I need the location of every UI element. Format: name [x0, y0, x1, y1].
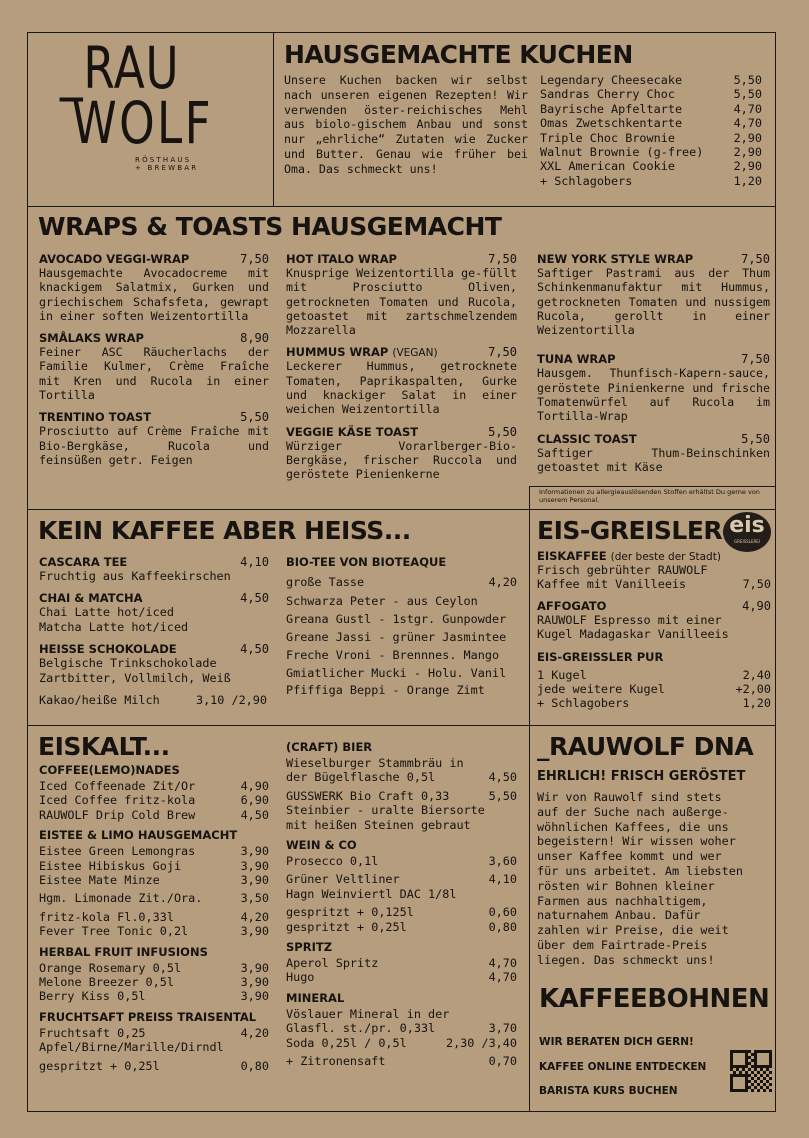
- drink-group-title: (CRAFT) BIER: [286, 740, 373, 754]
- kuchen-item: [540, 116, 762, 130]
- dna-line: Farmen aus nachhaltigem,: [537, 893, 708, 908]
- drink-row: [39, 975, 269, 989]
- dna-line: wöhnlichen Kaffees, die uns: [537, 819, 729, 834]
- brand-sub1: RÖSTHAUS: [135, 156, 192, 164]
- tea-row: Freche Vroni - Brennnes. Mango: [286, 647, 500, 662]
- wrap-desc: Knusprige Weizentortilla ge-füllt mit Prosciutto Oliven, getrockneten Tomaten und Rucola, getoastet mit zartschmelzendem Mozzarella: [286, 266, 517, 338]
- wrap-desc: Hausgemachte Avocadocreme mit knackigem Salatmix, Gurken und griechischem Schafsfeta, gewrapt in einer soften Weizentortilla: [39, 266, 269, 323]
- item-price: 4,10: [488, 872, 517, 887]
- wrap-name-text: HOT ITALO WRAP: [286, 252, 397, 266]
- tea-row: Schwarza Peter - aus Ceylon: [286, 594, 478, 609]
- dna-line: Wir von Rauwolf sind stets: [537, 790, 722, 804]
- wrap-name-text: TUNA WRAP: [537, 352, 616, 367]
- bohnen-line: WIR BERATEN DICH GERN!: [539, 1036, 694, 1048]
- wrap-header: [537, 252, 770, 266]
- eis-title: EIS-GREISLER: [537, 516, 723, 545]
- item-price: 0,80: [488, 919, 517, 934]
- drink-row: [286, 872, 517, 886]
- item-price: 6,90: [240, 793, 269, 808]
- dna-section: [537, 734, 771, 968]
- wrap-header: [39, 410, 269, 424]
- heiss-header: [39, 642, 269, 656]
- drink-row: [286, 905, 517, 919]
- brand-line1: _RAU: [60, 34, 180, 102]
- wraps-section: [38, 214, 770, 239]
- wrap-name-text: TRENTINO TOAST: [39, 410, 152, 425]
- wrap-name-text: AVOCADO VEGGI-WRAP: [39, 252, 190, 266]
- kuchen-item: [540, 174, 762, 188]
- wrap-desc: Feiner ASC Räucherlachs der Familie Kulmer, Crème Fraîche mit Kren und Rucola in einer Tortilla: [39, 345, 269, 403]
- item-name: + Schlagobers: [540, 173, 633, 188]
- item-name: Soda 0,25l / 0,5l: [286, 1035, 407, 1050]
- wrap-price: 8,90: [240, 331, 269, 346]
- dna-line: über dem Fairtrade-Preis: [537, 937, 708, 952]
- divider: [27, 725, 776, 726]
- drink-row: [39, 924, 269, 938]
- wrap-price: 5,50: [488, 424, 517, 439]
- eis-pur-row: [537, 682, 771, 696]
- wrap-header: [286, 345, 517, 359]
- kuchen-intro: Unsere Kuchen backen wir selbst nach unseren eigenen Rezepten! Wir verwenden öster-reichisches Mehl aus biolo-gischem Anbau und sonst nur „ehrliche“ Zutaten wie Zucker und Butter. Genau wie früher bei Oma. Das schmeckt uns!: [284, 73, 528, 176]
- wrap-desc: Würziger Vorarlberger-Bio-Bergkäse, frischer Ruccola und geröstete Pienienkerne: [286, 438, 517, 482]
- bohnen-line[interactable]: KAFFEE ONLINE ENTDECKEN: [539, 1060, 707, 1073]
- wrap-price: 5,50: [741, 431, 770, 446]
- heiss-header: [39, 555, 269, 569]
- drink-row: [39, 1040, 269, 1054]
- drink-row: [286, 756, 517, 770]
- item-name: Iced Coffeenade Zit/Or: [39, 779, 196, 793]
- heiss-name: HEISSE SCHOKOLADE: [39, 642, 177, 657]
- item-name: RAUWOLF Drip Cold Brew: [39, 807, 196, 822]
- item-name: jede weitere Kugel: [537, 682, 665, 697]
- item-name: GUSSWERK Bio Craft 0,33: [286, 788, 450, 803]
- item-price: 2,90: [733, 159, 762, 174]
- eis-logo-sub: GREISSLEREI: [734, 539, 760, 544]
- heiss-item: [39, 642, 269, 685]
- bohnen-title: KAFFEEBOHNEN: [539, 984, 770, 1014]
- brand-sub2: + BREWBAR: [135, 164, 199, 172]
- item-name: Legendary Cheesecake: [540, 73, 683, 87]
- eis-logo-text: eis: [729, 513, 765, 538]
- item-name: Omas Zwetschkentarte: [540, 116, 683, 131]
- item-name: Berry Kiss 0,5l: [39, 989, 146, 1004]
- drink-row: [39, 989, 269, 1003]
- heiss-column: [39, 555, 269, 707]
- drink-row: [39, 891, 269, 905]
- item-name: XXL American Cookie: [540, 159, 675, 174]
- drink-group-title: FRUCHTSAFT PREISS TRAISENTAL: [39, 1009, 257, 1024]
- dna-line: begeistern! Wir wissen woher: [537, 834, 736, 849]
- item-name: Hugo: [286, 970, 315, 985]
- drink-row: [286, 770, 517, 784]
- drink-group-title: HERBAL FRUIT INFUSIONS: [39, 944, 208, 959]
- heiss-item: [39, 591, 269, 634]
- item-name: Aperol Spritz: [286, 956, 379, 971]
- heiss-name: CHAI & MATCHA: [39, 591, 143, 606]
- wrap-desc: Saftiger Pastrami aus der Thum Schinkenmanufaktur mit Hummus, getrockneten Tomaten und nussigem Rucola, gerollt in einer Weizentortilla: [537, 266, 770, 338]
- wrap-name: [537, 252, 693, 266]
- drink-row: [39, 1059, 269, 1073]
- kuchen-item: [540, 102, 762, 116]
- divider: [27, 509, 776, 510]
- item-name: gespritzt + 0,25l: [286, 919, 407, 934]
- item-name: Eistee Green Lemongras: [39, 844, 196, 859]
- drink-row: [39, 859, 269, 873]
- affogato-line: Kugel Madagaskar Vanilleeis: [537, 627, 729, 642]
- item-name: Hagn Weinviertl DAC 1/8l: [286, 886, 457, 901]
- eis-section: [537, 513, 771, 711]
- wraps-column: [286, 252, 517, 490]
- drink-row: [286, 1054, 517, 1068]
- item-name: gespritzt + 0,25l: [39, 1058, 160, 1073]
- item-price: 4,20: [240, 1025, 269, 1040]
- dna-line: naturnahem Anbau. Dafür: [537, 908, 701, 923]
- eis-pur-row: [537, 696, 771, 710]
- drink-row: [286, 956, 517, 970]
- item-name: + Zitronensaft: [286, 1054, 386, 1069]
- drink-row: [39, 873, 269, 887]
- wrap-price: 7,50: [488, 252, 517, 266]
- eis-logo: [723, 512, 771, 552]
- dna-line: liegen. Das schmeckt uns!: [537, 952, 715, 967]
- heiss-title: KEIN KAFFEE ABER HEISS...: [38, 516, 411, 545]
- heiss-line: Zartbitter, Vollmilch, Weiß: [39, 670, 231, 685]
- drink-row: [39, 793, 269, 807]
- divider: [273, 32, 274, 206]
- heiss-item: [39, 555, 269, 583]
- heiss-name: CASCARA TEE: [39, 555, 128, 569]
- item-name: mit heißen Steinen gebraut: [286, 817, 471, 832]
- item-price: 2,90: [733, 145, 762, 160]
- eiskaffee-name: EISKAFFEE (der beste der Stadt): [537, 549, 721, 563]
- item-price: 3,90: [240, 858, 269, 873]
- wrap-tag: (VEGAN): [392, 347, 438, 360]
- item-price: 3,90: [240, 989, 269, 1004]
- wrap-header: [39, 252, 269, 266]
- kuchen-title: HAUSGEMACHTE KUCHEN: [284, 40, 633, 69]
- allergen-note: Informationen zu allergieauslösenden Stoffen erhältst Du gerne von unserem Personal.: [539, 488, 760, 504]
- item-name: gespritzt + 0,125l: [286, 905, 414, 920]
- tea-row: Gmiatlicher Mucki - Holu. Vanil: [286, 665, 507, 680]
- drink-group-title: COFFEE(LEMO)NADES: [39, 763, 180, 777]
- item-name: fritz-kola Fl.0,33l: [39, 909, 174, 924]
- item-name: Sandras Cherry Choc: [540, 87, 675, 102]
- drink-row: [286, 789, 517, 803]
- item-price: 4,90: [240, 779, 269, 793]
- wrap-header: [537, 432, 770, 446]
- wrap-desc: Hausgem. Thunfisch-Kapern-sauce, geröstete Pinienkerne und frische Tomatenwürfel auf Rucola im Tortilla-Wrap: [537, 366, 770, 424]
- item-price: 4,70: [488, 956, 517, 971]
- item-name: Vöslauer Mineral in der: [286, 1006, 450, 1021]
- item-price: 3,50: [240, 891, 269, 906]
- item-price: 1,20: [742, 696, 771, 711]
- item-price: 4,50: [240, 807, 269, 822]
- heiss-section: [38, 518, 518, 543]
- item-price: 5,50: [733, 73, 762, 87]
- brand-logo: [60, 34, 260, 202]
- drink-row: [286, 1007, 517, 1021]
- wrap-name-text: HUMMUS WRAP: [286, 345, 389, 360]
- dna-text: [537, 790, 771, 968]
- divider: [529, 486, 776, 487]
- heiss-line: Belgische Trinkschokolade: [39, 656, 217, 671]
- drink-row: [286, 920, 517, 934]
- drink-group-title: EISTEE & LIMO HAUSGEMACHT: [39, 828, 238, 843]
- item-name: Triple Choc Brownie: [540, 130, 675, 145]
- eiskalt-column: [39, 763, 269, 1073]
- wrap-price: 7,50: [741, 352, 770, 367]
- drink-row: [39, 808, 269, 822]
- wrap-header: [39, 331, 269, 345]
- item-price: 3,90: [240, 924, 269, 939]
- item-price: 5,50: [488, 788, 517, 803]
- item-price: 4,70: [488, 970, 517, 985]
- item-price: 4,70: [733, 116, 762, 131]
- item-price: 3,90: [240, 975, 269, 990]
- wrap-header: [537, 352, 770, 366]
- affogato-line: RAUWOLF Espresso mit einer: [537, 612, 722, 627]
- dna-line: auf der Suche nach außerge-: [537, 804, 729, 819]
- tea-row: Greane Jassi - grüner Jasmintee: [286, 630, 507, 644]
- item-name: Eistee Hibiskus Goji: [39, 858, 182, 873]
- dna-line: unser Kaffee kommt und wer: [537, 849, 722, 864]
- getraenke-column: [286, 740, 517, 1069]
- item-name: Grüner Veltliner: [286, 872, 400, 887]
- item-name: 1 Kugel: [537, 667, 587, 682]
- item-price: 3,60: [488, 854, 517, 869]
- dna-line: zahlen wir Preise, die weit: [537, 923, 729, 938]
- wrap-header: [286, 425, 517, 439]
- divider: [27, 206, 776, 207]
- wrap-item: [286, 425, 517, 482]
- item-name: Glasfl. st./pr. 0,33l: [286, 1021, 436, 1036]
- affogato-price: 4,90: [742, 598, 771, 613]
- heiss-price: 4,50: [240, 591, 269, 606]
- item-price: 3,90: [240, 873, 269, 888]
- item-name: Eistee Mate Minze: [39, 873, 160, 888]
- heiss-header: [39, 591, 269, 605]
- drink-group-title: SPRITZ: [286, 940, 333, 955]
- kakao-price: 3,10 /2,90: [195, 693, 267, 708]
- drink-row: [286, 854, 517, 868]
- bohnen-section: [539, 986, 771, 1104]
- wrap-item: [39, 331, 269, 402]
- wrap-name: [39, 252, 189, 266]
- drink-row: [286, 818, 517, 832]
- eiskaffee-line: Frisch gebrühter RAUWOLF: [537, 563, 708, 577]
- wrap-name-text: NEW YORK STYLE WRAP: [537, 252, 694, 266]
- drink-row: [39, 961, 269, 975]
- biotee-block: [286, 555, 517, 700]
- tea-row: Pfiffiga Beppi - Orange Zimt: [286, 683, 485, 698]
- dna-title: _RAUWOLF DNA: [537, 732, 754, 761]
- kuchen-item: [540, 73, 762, 87]
- brand-line2: WOLF: [72, 89, 213, 157]
- wrap-price: 7,50: [741, 252, 770, 266]
- drink-row: [286, 970, 517, 984]
- item-name: Bayrische Apfeltarte: [540, 101, 683, 116]
- tea-row: Greana Gustl - 1stgr. Gunpowder: [286, 612, 507, 627]
- item-price: 1,20: [733, 173, 762, 188]
- wraps-column: [39, 252, 269, 475]
- wrap-name-text: SMÅLAKS WRAP: [39, 331, 144, 346]
- drink-row: [286, 1036, 517, 1050]
- biotee-row: große Tasse 4,20: [286, 575, 517, 589]
- item-name: Orange Rosemary 0,5l: [39, 960, 182, 975]
- wrap-name-text: VEGGIE KÄSE TOAST: [286, 424, 419, 439]
- item-name: Fever Tree Tonic 0,2l: [39, 924, 189, 939]
- wrap-name-text: CLASSIC TOAST: [537, 431, 637, 446]
- biotee-list: [286, 593, 517, 700]
- wrap-name: [286, 425, 418, 439]
- item-price: 3,90: [240, 844, 269, 859]
- heiss-line: Chai Latte hot/iced: [39, 605, 174, 620]
- dna-line: rösten wir Bohnen kleiner: [537, 878, 715, 893]
- item-name: Iced Coffee fritz-kola: [39, 793, 196, 808]
- item-name: Melone Breezer 0,5l: [39, 975, 174, 990]
- drink-row: [286, 1021, 517, 1035]
- kuchen-list: [540, 73, 762, 188]
- wrap-item: [537, 252, 770, 337]
- heiss-line: Fruchtig aus Kaffeekirschen: [39, 569, 231, 583]
- affogato-name: AFFOGATO: [537, 598, 607, 613]
- item-price: 2,30 /3,40: [445, 1035, 517, 1050]
- item-name: Apfel/Birne/Marille/Dirndl: [39, 1040, 224, 1055]
- wrap-desc: Saftiger Thum-Beinschinken getoastet mit Käse: [537, 445, 770, 474]
- wrap-price: 7,50: [488, 345, 517, 360]
- eis-pur-list: [537, 668, 771, 711]
- drink-row: [39, 844, 269, 858]
- wrap-name: [286, 252, 397, 266]
- biotee-title: BIO-TEE VON BIOTEAQUE: [286, 555, 447, 569]
- wraps-column: [537, 252, 770, 482]
- drink-row: [286, 887, 517, 901]
- dna-line: für uns arbeitet. Am liebsten: [537, 863, 743, 878]
- item-price: 0,70: [488, 1054, 517, 1069]
- wrap-desc: Leckerer Hummus, getrocknete Tomaten, Paprikaspalten, Gurke und knackiger Salat in einer weichen Weizentortilla: [286, 359, 517, 417]
- wrap-name: [286, 345, 438, 359]
- item-name: Steinbier - uralte Biersorte: [286, 803, 485, 818]
- eis-pur-row: [537, 668, 771, 682]
- wrap-item: [286, 252, 517, 337]
- wrap-name: [537, 352, 616, 366]
- item-name: Hgm. Limonade Zit./Ora.: [39, 891, 203, 906]
- wrap-item: [286, 345, 517, 416]
- item-price: 4,50: [488, 770, 517, 785]
- heiss-price: 4,50: [240, 642, 269, 657]
- kakao-name: Kakao/heiße Milch: [39, 693, 160, 708]
- item-price: 2,90: [733, 130, 762, 145]
- eiskaffee-line: Kaffee mit Vanilleeis 7,50: [537, 577, 771, 592]
- drink-row: [39, 1026, 269, 1040]
- wrap-price: 5,50: [240, 410, 269, 425]
- wrap-name: [39, 331, 144, 345]
- wrap-item: [537, 432, 770, 475]
- kuchen-section: [284, 42, 768, 188]
- dna-subtitle: EHRLICH! FRISCH GERÖSTET: [537, 769, 746, 784]
- wrap-header: [286, 252, 517, 266]
- eiskalt-title: EISKALT...: [38, 732, 170, 761]
- wrap-price: 7,50: [240, 252, 269, 266]
- wraps-title: WRAPS & TOASTS HAUSGEMACHT: [38, 212, 502, 241]
- item-price: 4,70: [733, 101, 762, 116]
- drink-group-title: MINERAL: [286, 990, 345, 1005]
- item-price: 0,80: [240, 1058, 269, 1073]
- item-name: Walnut Brownie (g-free): [540, 145, 704, 160]
- item-price: 4,20: [240, 909, 269, 924]
- kuchen-item: [540, 145, 762, 159]
- kuchen-item: [540, 159, 762, 173]
- kuchen-item: [540, 131, 762, 145]
- heiss-price: 4,10: [240, 555, 269, 569]
- item-name: der Bügelflasche 0,5l: [286, 770, 436, 785]
- drink-row: [39, 779, 269, 793]
- eis-pur-title: EIS-GREISSLER PUR: [537, 649, 664, 664]
- item-name: Wieselburger Stammbräu in: [286, 756, 464, 770]
- item-price: 2,40: [742, 667, 771, 682]
- wrap-name: [537, 432, 637, 446]
- item-name: Fruchtsaft 0,25: [39, 1025, 146, 1040]
- bohnen-line[interactable]: BARISTA KURS BUCHEN: [539, 1085, 678, 1097]
- wrap-desc: Prosciutto auf Crème Fraîche mit Bio-Bergkäse, Rucola und feinsüßen getr. Feigen: [39, 424, 269, 467]
- drink-row: [286, 803, 517, 817]
- item-price: 3,70: [488, 1021, 517, 1036]
- kakao-row: [39, 693, 267, 707]
- item-name: Prosecco 0,1l: [286, 854, 379, 869]
- wrap-name: [39, 410, 151, 424]
- wrap-item: [39, 252, 269, 323]
- item-price: 3,90: [240, 960, 269, 975]
- item-price: +2,00: [735, 682, 771, 697]
- kuchen-item: [540, 87, 762, 101]
- item-price: 0,60: [488, 905, 517, 920]
- item-price: 5,50: [733, 87, 762, 102]
- heiss-line: Matcha Latte hot/iced: [39, 619, 189, 634]
- drink-group-title: WEIN & CO: [286, 838, 357, 853]
- drink-row: [39, 910, 269, 924]
- item-name: + Schlagobers: [537, 696, 630, 711]
- wrap-item: [537, 352, 770, 423]
- divider: [529, 486, 530, 1112]
- wrap-item: [39, 410, 269, 467]
